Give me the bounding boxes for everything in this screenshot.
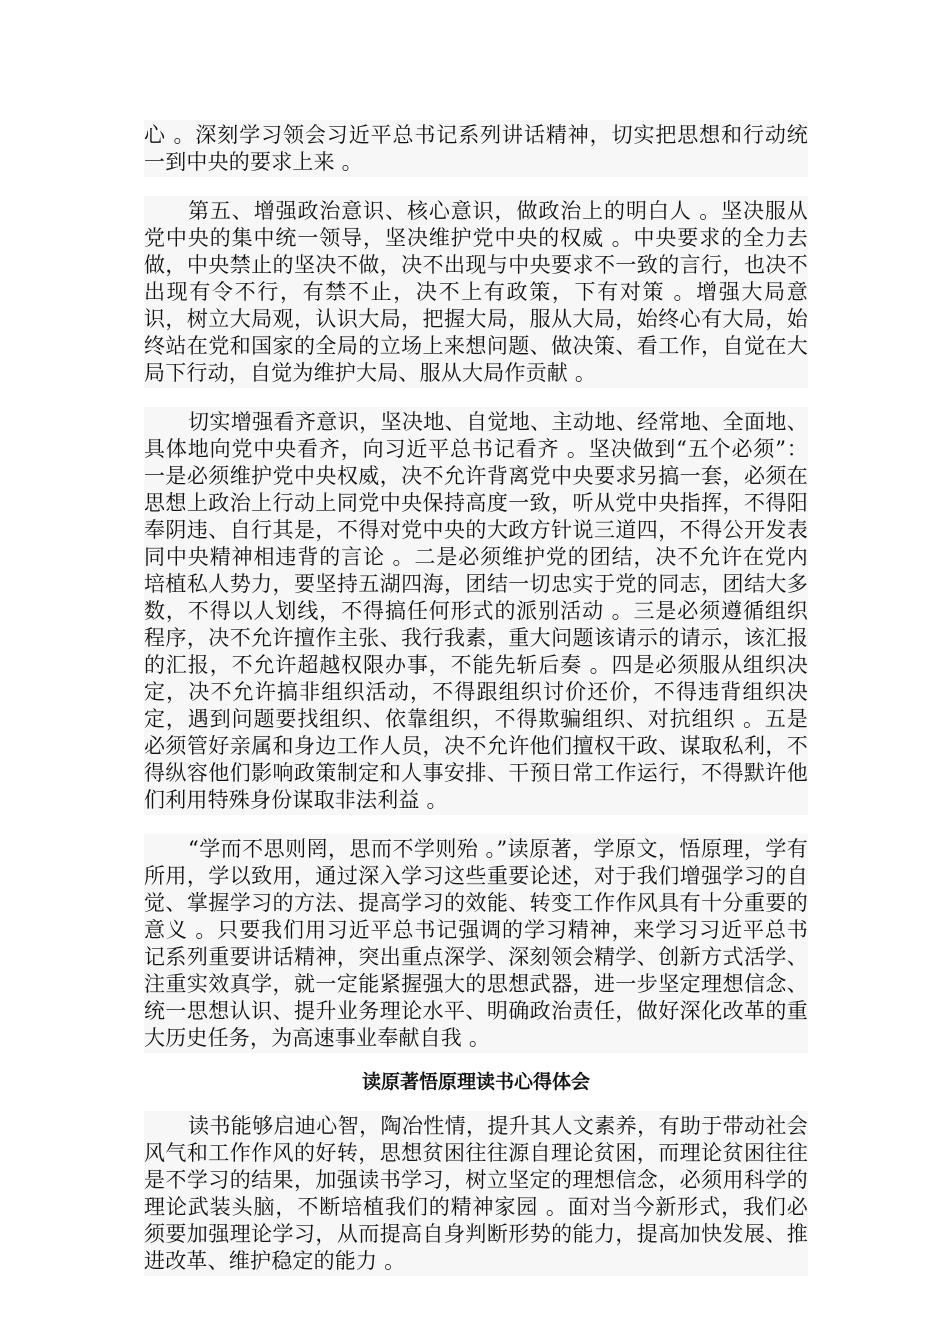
paragraph-alignment-awareness: 切实增强看齐意识，坚决地、自觉地、主动地、经常地、全面地、具体地向党中央看齐，向习近平总书记看齐 。坚决做到“五个必须”：一是必须维护党中央权威，决不允许背离党中央要求另搞一套，必须在思想上政治上行动上同党中央保持高度一致，听从党中央指挥，不得阳奉阴违、自行其是，不得对党中央的大政方针说三道四，不得公开发表同中央精神相违背的言论 。二是必须维护党的团结，决不允许在党内培植私人势力，要坚持五湖四海，团结一切忠实于党的同志，团结大多数，不得以人划线，不得搞任何形式的派别活动 。三是必须遵循组织程序，决不允许擅作主张、我行我素，重大问题该请示的请示，该汇报的汇报，不允许超越权限办事，不能先斩后奏 。四是必须服从组织决定，决不允许搞非组织活动，不得跟组织讨价还价，不得违背组织决定，遇到问题要找组织、依靠组织，不得欺骗组织、对抗组织 。五是必须管好亲属和身边工作人员，决不允许他们擅权干政、谋取私利，不得纵容他们影响政策制定和人事安排、干预日常工作运行，不得默许他们利用特殊身份谋取非法利益 。 bbox=[144, 407, 808, 815]
section-heading: 读原著悟原理读书心得体会 bbox=[361, 1071, 590, 1093]
paragraph-learning-quote: “学而不思则罔，思而不学则殆 。”读原著，学原文，悟原理，学有所用，学以致用，通过深入学习这些重要论述，对于我们增强学习的自觉、掌握学习的方法、提高学习的效能、转变工作作风具有十分重要的意义 。只要我们用习近平总书记强调的学习精神，来学习习近平总书记系列重要讲话精神，突出重点深学、深刻领会精学、创新方式活学、注重实效真学，就一定能紧握强大的思想武器，进一步坚定理想信念、统一思想认识、提升业务理论水平、明确政治责任，做好深化改革的重大历史任务，为高速事业奉献自我 。 bbox=[144, 834, 808, 1053]
heading-spacer bbox=[144, 1053, 808, 1067]
paragraph-spacer bbox=[144, 388, 808, 407]
document-body bbox=[144, 120, 808, 1276]
paragraph-spacer bbox=[144, 815, 808, 834]
paragraph-fifth-point: 第五、增强政治意识、核心意识，做政治上的明白人 。坚决服从党中央的集中统一领导，坚决维护党中央的权威 。中央要求的全力去做，中央禁止的坚决不做，决不出现与中央要求不一致的言行，也决不出现有令不行，有禁不止，决不上有政策，下有对策 。增强大局意识，树立大局观，认识大局，把握大局，服从大局，始终心有大局，始终站在党和国家的全局的立场上来想问题、做决策、看工作，自觉在大局下行动，自觉为维护大局、服从大局作贡献 。 bbox=[144, 196, 808, 388]
paragraph-reading-benefits: 读书能够启迪心智，陶冶性情，提升其人文素养，有助于带动社会风气和工作作风的好转，思想贫困往往源自理论贫困，而理论贫困往往是不学习的结果，加强读书学习，树立坚定的理想信念，必须用科学的理论武装头脑，不断培植我们的精神家园 。面对当今新形式，我们必须要加强理论学习，从而提高自身判断形势的能力，提高加快发展、推进改革、维护稳定的能力 。 bbox=[144, 1111, 808, 1276]
paragraph-continuation: 心 。深刻学习领会习近平总书记系列讲话精神，切实把思想和行动统一到中央的要求上来 。 bbox=[144, 120, 808, 177]
heading-spacer bbox=[144, 1097, 808, 1111]
paragraph-spacer bbox=[144, 177, 808, 196]
